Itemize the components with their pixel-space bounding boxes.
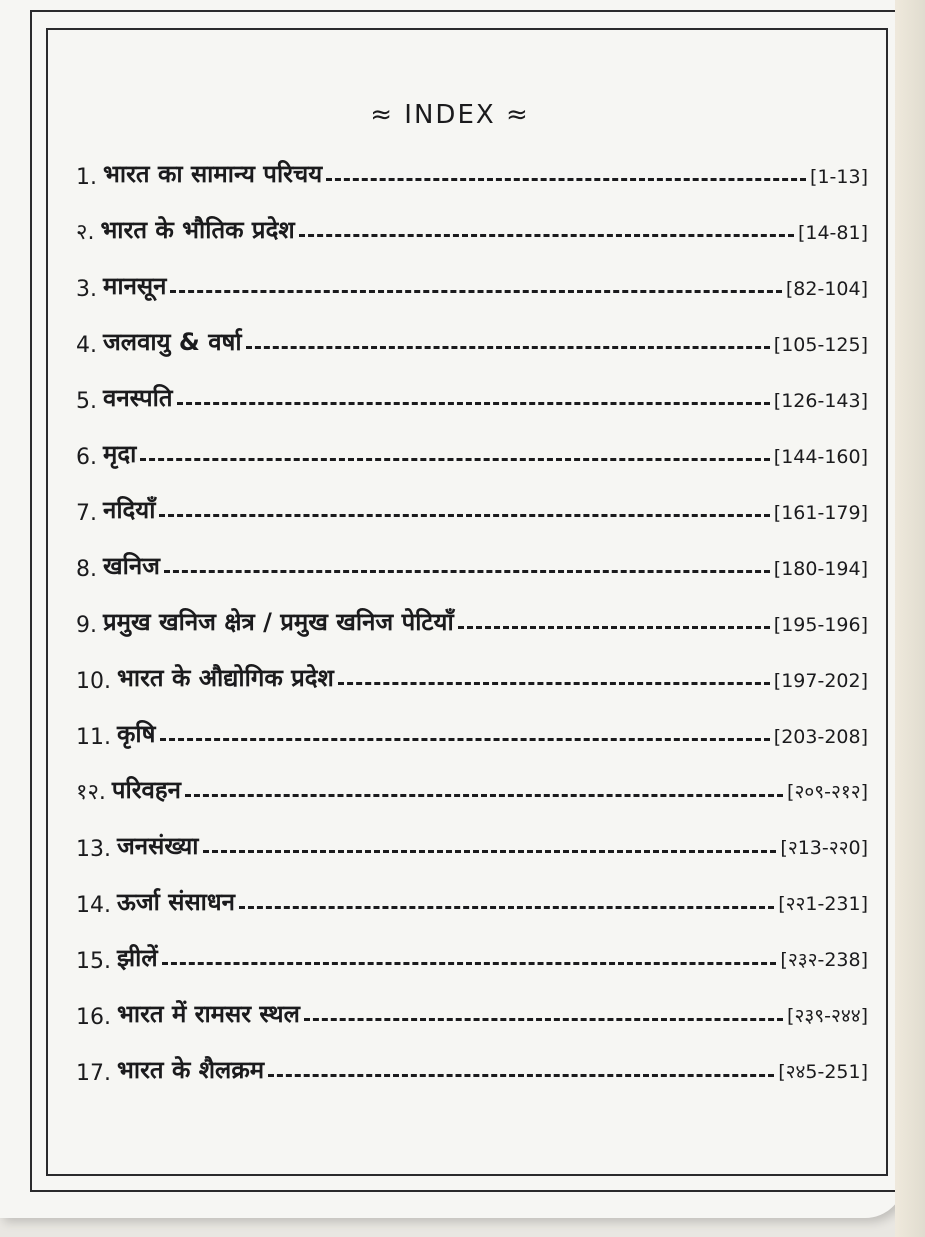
dashed-leader <box>160 738 770 741</box>
entry-title: मृदा <box>103 440 137 468</box>
entry-title: भारत में रामसर स्थल <box>117 1000 300 1028</box>
entry-number: 9. <box>76 613 97 638</box>
dashed-leader <box>203 850 777 853</box>
entry-number: 4. <box>76 333 97 358</box>
dashed-leader <box>239 906 774 909</box>
entry-title: प्रमुख खनिज क्षेत्र / प्रमुख खनिज पेटियाँ <box>103 608 454 636</box>
index-entry <box>76 990 868 1030</box>
index-entry <box>76 710 868 750</box>
entry-page-range: [144-160] <box>773 446 868 468</box>
entry-number: 14. <box>76 893 111 918</box>
entry-page-range: [195-196] <box>773 614 868 636</box>
index-entry <box>76 430 868 470</box>
entry-number: १२. <box>76 780 106 805</box>
entry-number: 16. <box>76 1005 111 1030</box>
entry-number: 1. <box>76 165 97 190</box>
entry-page-range: [126-143] <box>773 390 868 412</box>
index-entry <box>76 150 868 190</box>
index-title: ≈ INDEX ≈ <box>370 100 530 130</box>
index-entry <box>76 934 868 974</box>
entry-number: २. <box>76 220 95 245</box>
entry-title: कृषि <box>117 720 156 748</box>
index-entry <box>76 542 868 582</box>
entry-number: 5. <box>76 389 97 414</box>
entry-number: 8. <box>76 557 97 582</box>
index-entry <box>76 766 868 806</box>
entry-title: जलवायु & वर्षा <box>103 328 242 356</box>
dashed-leader <box>326 178 806 181</box>
entry-page-range: [14-81] <box>797 222 868 244</box>
page-edge-shadow <box>895 0 925 1237</box>
entry-page-range: [२४5-251] <box>778 1061 868 1083</box>
index-entry <box>76 374 868 414</box>
entry-number: 13. <box>76 837 111 862</box>
index-entry <box>76 1046 868 1086</box>
dashed-leader <box>299 234 794 237</box>
entry-number: 6. <box>76 445 97 470</box>
entry-page-range: [२०९-२१२] <box>787 781 868 803</box>
dashed-leader <box>162 962 777 965</box>
index-entry <box>76 262 868 302</box>
entry-page-range: [82-104] <box>785 278 868 300</box>
dashed-leader <box>246 346 770 349</box>
index-entry <box>76 822 868 862</box>
entry-page-range: [203-208] <box>773 726 868 748</box>
index-entry <box>76 206 868 246</box>
entry-page-range: [२३९-२४४] <box>787 1005 868 1027</box>
index-entry <box>76 654 868 694</box>
dashed-leader <box>304 1018 783 1021</box>
entry-page-range: [२३२-238] <box>780 949 868 971</box>
entry-title: भारत के भौतिक प्रदेश <box>100 216 295 244</box>
entry-title: जनसंख्या <box>117 832 199 860</box>
dashed-leader <box>185 794 783 797</box>
entry-page-range: [197-202] <box>773 670 868 692</box>
dashed-leader <box>458 626 770 629</box>
dashed-leader <box>164 570 770 573</box>
index-entry <box>76 598 868 638</box>
dashed-leader <box>268 1074 774 1077</box>
dashed-leader <box>170 290 781 293</box>
entry-title: खनिज <box>103 552 160 580</box>
entry-page-range: [1-13] <box>810 166 868 188</box>
entry-number: 10. <box>76 669 111 694</box>
dashed-leader <box>159 514 769 517</box>
dashed-leader <box>338 682 770 685</box>
entry-title: परिवहन <box>111 776 181 804</box>
entry-title: नदियाँ <box>103 496 156 524</box>
entry-title: मानसून <box>103 272 167 300</box>
entry-page-range: [180-194] <box>773 558 868 580</box>
entry-title: भारत के शैलक्रम <box>117 1056 265 1084</box>
entry-title: ऊर्जा संसाधन <box>117 888 235 916</box>
entry-number: 15. <box>76 949 111 974</box>
entry-title: वनस्पति <box>103 384 173 412</box>
entry-number: 3. <box>76 277 97 302</box>
dashed-leader <box>177 402 770 405</box>
entry-number: 11. <box>76 725 111 750</box>
index-entry <box>76 878 868 918</box>
entry-title: भारत का सामान्य परिचय <box>103 160 323 188</box>
entry-page-range: [105-125] <box>773 334 868 356</box>
entry-number: 7. <box>76 501 97 526</box>
entry-title: झीलें <box>117 944 158 972</box>
entry-number: 17. <box>76 1061 111 1086</box>
entry-title: भारत के औद्योगिक प्रदेश <box>117 664 334 692</box>
index-entry <box>76 486 868 526</box>
entry-page-range: [२२1-231] <box>778 893 868 915</box>
entry-page-range: [२13-२२0] <box>780 837 868 859</box>
entry-page-range: [161-179] <box>773 502 868 524</box>
index-entry <box>76 318 868 358</box>
dashed-leader <box>140 458 769 461</box>
